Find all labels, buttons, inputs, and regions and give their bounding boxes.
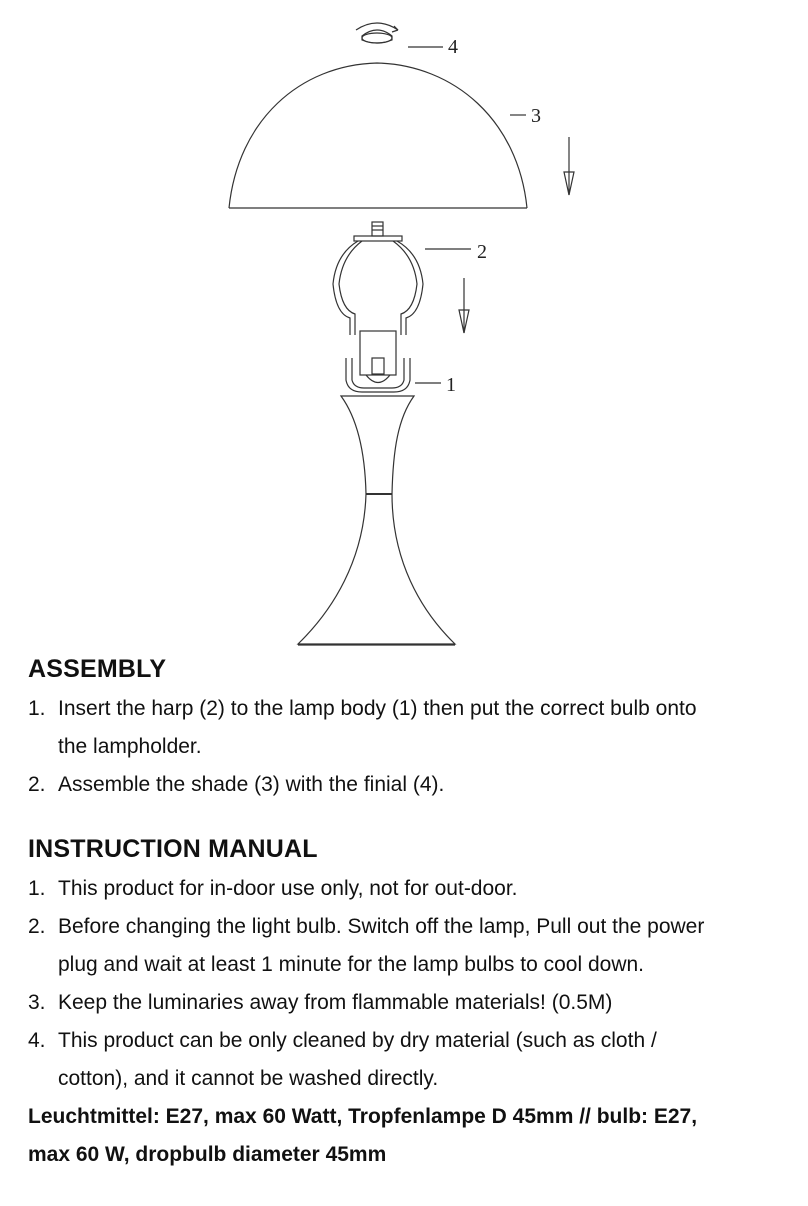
manual-items xyxy=(28,870,788,1098)
bulb-spec-line: max 60 W, dropbulb diameter 45mm xyxy=(28,1143,387,1166)
callout-4: 4 xyxy=(448,36,458,58)
lamp-body-part xyxy=(298,396,455,645)
assembly-heading: ASSEMBLY xyxy=(28,655,167,683)
step-text-line: Assemble the shade (3) with the finial (4). xyxy=(58,773,445,796)
manual-item xyxy=(28,908,788,984)
harp-part xyxy=(333,222,423,335)
manual-heading: INSTRUCTION MANUAL xyxy=(28,835,318,863)
bulb-spec-line: Leuchtmittel: E27, max 60 Watt, Tropfenlampe D 45mm // bulb: E27, xyxy=(28,1105,698,1128)
instructions-text xyxy=(28,652,788,1174)
step-number: 1. xyxy=(28,697,46,720)
assembly-step xyxy=(28,766,788,804)
callout-3: 3 xyxy=(531,105,541,127)
callout-1: 1 xyxy=(446,374,456,396)
assembly-steps xyxy=(28,690,788,804)
item-number: 4. xyxy=(28,1029,46,1052)
down-arrow-icon xyxy=(459,278,469,333)
lampholder-part xyxy=(346,331,410,392)
step-text-line: the lampholder. xyxy=(58,735,202,758)
item-number: 2. xyxy=(28,915,46,938)
item-number: 1. xyxy=(28,877,46,900)
assembly-step xyxy=(28,690,788,766)
callout-2: 2 xyxy=(477,241,487,263)
manual-item xyxy=(28,870,788,908)
down-arrow-icon xyxy=(564,137,574,195)
item-text-line: This product for in-door use only, not for out-door. xyxy=(58,877,518,900)
shade-part xyxy=(229,63,527,208)
step-number: 2. xyxy=(28,773,46,796)
item-number: 3. xyxy=(28,991,46,1014)
manual-section xyxy=(28,832,788,1174)
item-text-line: Before changing the light bulb. Switch off the lamp, Pull out the power xyxy=(58,915,705,938)
item-text-line: This product can be only cleaned by dry material (such as cloth / xyxy=(58,1029,657,1052)
item-text-line: cotton), and it cannot be washed directly. xyxy=(58,1067,439,1090)
finial-part xyxy=(356,23,398,43)
step-text-line: Insert the harp (2) to the lamp body (1) then put the correct bulb onto xyxy=(58,697,697,720)
item-text-line: Keep the luminaries away from flammable materials! (0.5M) xyxy=(58,991,613,1014)
assembly-section xyxy=(28,652,788,804)
manual-item xyxy=(28,1022,788,1098)
manual-item xyxy=(28,984,788,1022)
item-text-line: plug and wait at least 1 minute for the lamp bulbs to cool down. xyxy=(58,953,645,976)
